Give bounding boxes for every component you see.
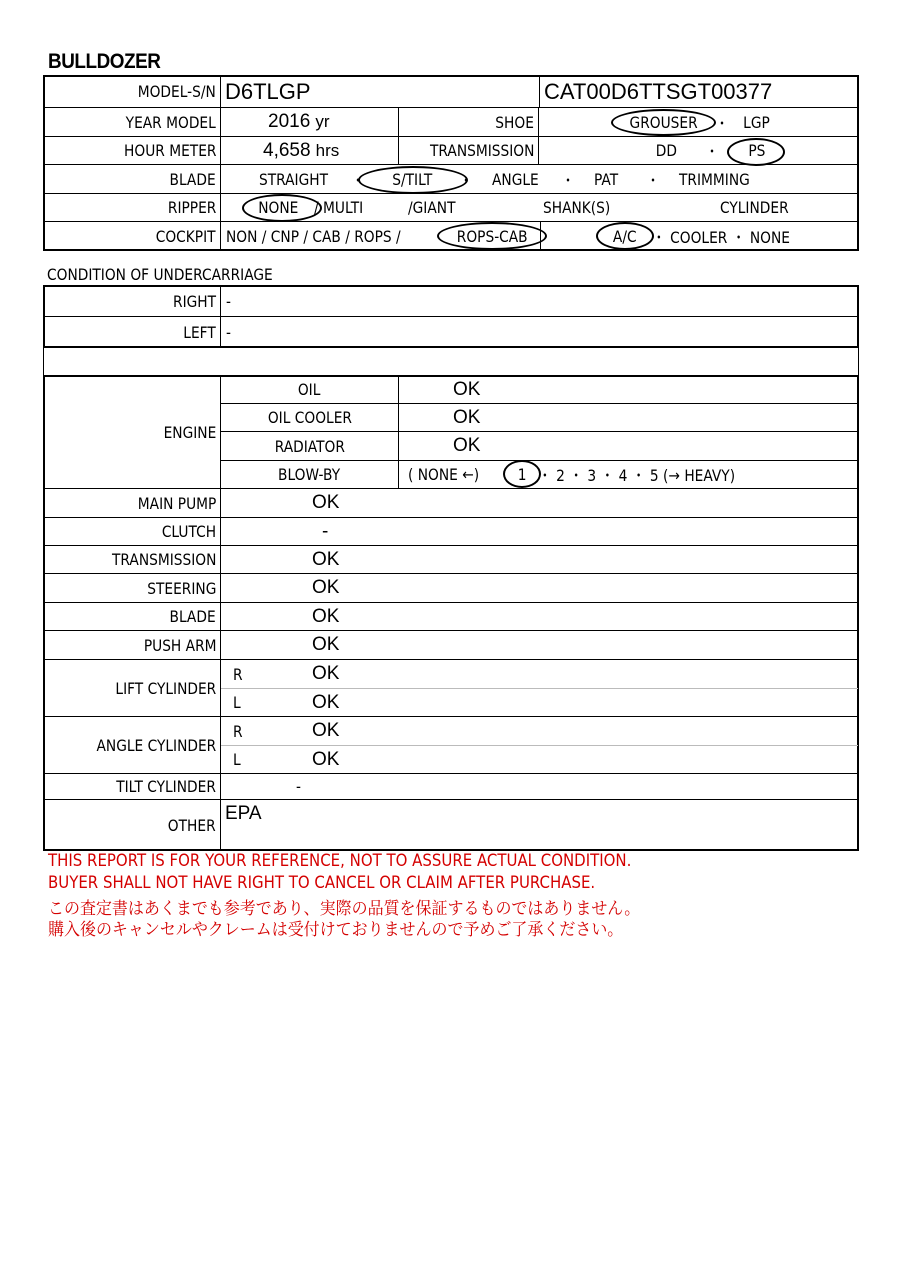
ripper-option-shank: SHANK(S) xyxy=(543,198,611,217)
transmission-value: OK xyxy=(312,548,340,570)
engine-label: ENGINE xyxy=(163,422,216,442)
blade-option-trimming: TRIMMING xyxy=(679,169,750,189)
blowby-scale-rest: ・ 2 ・ 3 ・ 4 ・ 5 (→ HEAVY) xyxy=(538,466,736,485)
cockpit-ac-circle xyxy=(596,222,654,250)
disclaimer-line-1: THIS REPORT IS FOR YOUR REFERENCE, NOT TO ASSURE ACTUAL CONDITION. xyxy=(48,851,632,871)
ripper-option-giant: /GIANT xyxy=(408,198,456,217)
blade-option-straight: STRAIGHT xyxy=(259,169,329,189)
year-value: 2016 xyxy=(268,111,311,132)
blade-separator: ・ xyxy=(351,170,365,190)
blade-separator: ・ xyxy=(561,170,575,190)
transmission-type-label: TRANSMISSION xyxy=(429,141,534,160)
model-sn-label: MODEL-S/N xyxy=(137,82,216,101)
lift-cylinder-r-label: R xyxy=(233,664,243,684)
undercarriage-left-value: - xyxy=(226,322,231,342)
tilt-cylinder-label: TILT CYLINDER xyxy=(116,777,216,796)
clutch-value: - xyxy=(322,520,329,542)
clutch-label: CLUTCH xyxy=(161,522,216,541)
blowby-level-1-circle xyxy=(503,460,541,488)
lift-cylinder-l-label: L xyxy=(233,693,241,712)
engine-radiator-value: OK xyxy=(453,435,481,456)
shoe-separator: ・ xyxy=(715,113,729,133)
cockpit-rops-cab-circle xyxy=(437,222,547,250)
disclaimer-line-3-jp: この査定書はあくまでも参考であり、実際の品質を保証するものではありません。 xyxy=(48,899,641,919)
disclaimer-line-2: BUYER SHALL NOT HAVE RIGHT TO CANCEL OR CLAIM AFTER PURCHASE. xyxy=(48,873,596,893)
tilt-cylinder-value: - xyxy=(296,777,301,796)
shoe-grouser-circle xyxy=(611,109,716,136)
engine-oil-cooler-value: OK xyxy=(453,406,481,428)
transmission-ps-circle xyxy=(727,138,785,166)
blowby-level-1: 1 xyxy=(517,465,527,484)
blade-option-stilt: S/TILT xyxy=(391,169,433,189)
hour-value: 4,658 xyxy=(263,140,311,161)
cockpit-options-rest: ・ COOLER ・ NONE xyxy=(652,227,790,247)
shoe-label: SHOE xyxy=(495,112,534,132)
year-unit: yr xyxy=(315,112,330,131)
shoe-option-lgp: LGP xyxy=(742,112,770,132)
engine-radiator-label: RADIATOR xyxy=(274,436,345,456)
blade-condition-label: BLADE xyxy=(169,607,216,626)
transmission-option-ps: PS xyxy=(748,141,766,160)
ripper-option-multi: / MULTI xyxy=(314,198,364,217)
angle-cylinder-l-label: L xyxy=(233,750,241,769)
other-value: EPA xyxy=(225,803,262,824)
ripper-label: RIPPER xyxy=(167,198,216,217)
transmission-separator: ・ xyxy=(705,142,719,161)
ripper-option-none: NONE xyxy=(257,198,299,217)
hour-meter-label: HOUR METER xyxy=(123,141,216,160)
blade-option-pat: PAT xyxy=(594,169,619,189)
other-label: OTHER xyxy=(168,815,216,835)
undercarriage-right-value: - xyxy=(226,291,231,311)
disclaimer-line-4-jp: 購入後のキャンセルやクレームは受付けておりませんので予めご了承ください。 xyxy=(48,920,624,940)
main-pump-value: OK xyxy=(312,492,340,513)
angle-cylinder-r-value: OK xyxy=(312,720,340,741)
engine-oil-label: OIL xyxy=(298,380,321,399)
model-value: D6TLGP xyxy=(225,78,311,104)
engine-blowby-label: BLOW-BY xyxy=(278,465,341,484)
blade-separator: ・ xyxy=(459,170,473,190)
transmission-label: TRANSMISSION xyxy=(111,550,216,569)
blade-separator: ・ xyxy=(646,170,660,190)
push-arm-label: PUSH ARM xyxy=(143,635,216,655)
main-pump-label: MAIN PUMP xyxy=(137,493,216,513)
engine-oil-cooler-label: OIL COOLER xyxy=(267,408,352,427)
blade-type-label: BLADE xyxy=(169,169,216,189)
transmission-option-dd: DD xyxy=(655,141,677,160)
cockpit-label: COCKPIT xyxy=(156,226,216,246)
undercarriage-heading: CONDITION OF UNDERCARRIAGE xyxy=(47,264,273,284)
angle-cylinder-l-value: OK xyxy=(312,748,340,770)
undercarriage-left-label: LEFT xyxy=(183,322,216,342)
serial-number-value: CAT00D6TTSGT00377 xyxy=(544,78,773,104)
engine-oil-value: OK xyxy=(453,378,481,400)
hour-unit: hrs xyxy=(315,141,340,160)
blade-condition-value: OK xyxy=(312,605,340,627)
lift-cylinder-r-value: OK xyxy=(312,663,340,684)
steering-label: STEERING xyxy=(146,578,216,598)
undercarriage-right-label: RIGHT xyxy=(172,291,216,311)
lift-cylinder-label: LIFT CYLINDER xyxy=(115,678,216,698)
shoe-option-grouser: GROUSER xyxy=(629,112,699,132)
ripper-option-cylinder: CYLINDER xyxy=(720,198,789,217)
steering-value: OK xyxy=(312,577,340,598)
cockpit-option-rops-cab: ROPS-CAB xyxy=(456,226,528,246)
push-arm-value: OK xyxy=(312,634,340,655)
blade-option-angle: ANGLE xyxy=(492,169,539,189)
document-title: BULLDOZER xyxy=(48,50,161,73)
cockpit-option-ac: A/C xyxy=(613,226,637,246)
angle-cylinder-label: ANGLE CYLINDER xyxy=(96,735,216,755)
blade-stilt-circle xyxy=(358,166,468,194)
angle-cylinder-r-label: R xyxy=(233,721,243,741)
lift-cylinder-l-value: OK xyxy=(312,691,340,713)
ripper-none-circle xyxy=(242,194,322,222)
year-model-label: YEAR MODEL xyxy=(125,112,216,132)
blowby-scale-none: ( NONE ←) xyxy=(408,465,480,484)
cockpit-options: NON / CNP / CAB / ROPS / xyxy=(226,226,401,246)
